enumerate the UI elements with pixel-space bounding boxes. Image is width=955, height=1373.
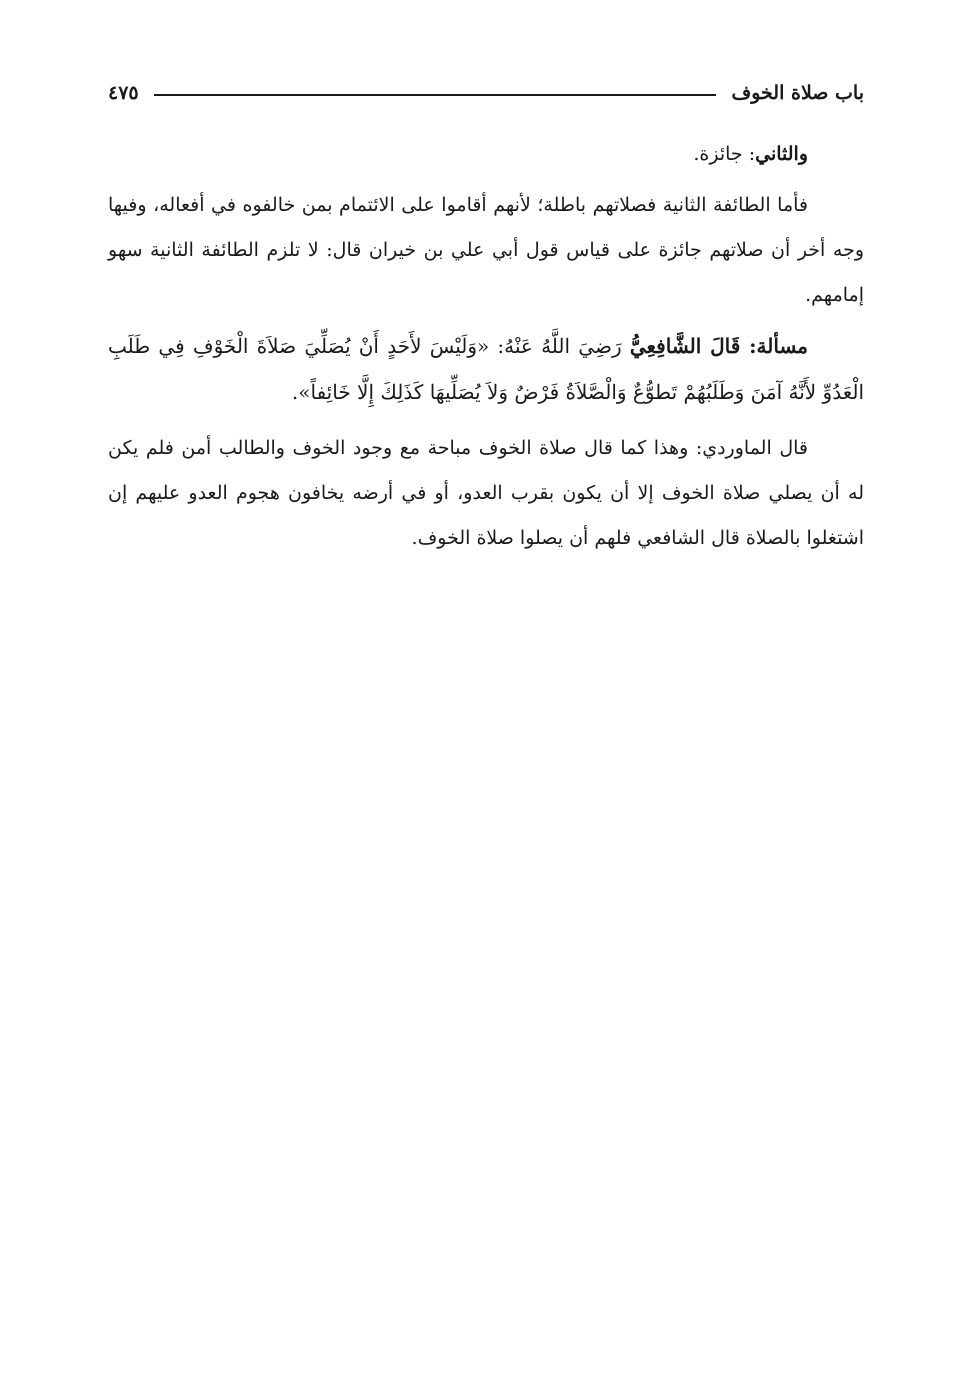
- paragraph-text: : جائزة.: [693, 143, 756, 165]
- paragraph-text: فأما الطائفة الثانية فصلاتهم باطلة؛ لأنهم أقاموا على الائتمام بمن خالفوه في أفعاله، وفيها وجه أخر أن صلاتهم جائزة على قياس قول أبي علي بن خيران قال: لا تلزم الطائفة الثانية سهو إمامهم.: [108, 194, 864, 306]
- paragraph-lead: والثاني: [755, 143, 808, 165]
- body-text: [108, 132, 864, 561]
- paragraph-second-group: [108, 183, 864, 318]
- shafii-quote: رَضِيَ اللَّهُ عَنْهُ: «وَلَيْسَ لأَحَدٍ أَنْ يُصَلِّيَ صَلاَةَ الْخَوْفِ فِي طَلَبِ الْعَدُوِّ لأَنَّهُ آمَنَ وَطَلَبُهُمْ تَطوُّعٌ وَالْصَّلاَةُ فَرْضٌ وَلاَ يُصَلِّيهَا كَذَلِكَ إِلَّا خَائِفاً».: [108, 334, 864, 404]
- paragraph-text: قال الماوردي: وهذا كما قال صلاة الخوف مباحة مع وجود الخوف والطالب أمن فلم يكن له أن يصلي صلاة الخوف إلا أن يكون بقرب العدو، أو في أرضه يخافون هجوم العدو عليهم إن اشتغلوا بالصلاة قال الشافعي فلهم أن يصلوا صلاة الخوف.: [108, 437, 864, 549]
- paragraph-mawardi: [108, 426, 864, 561]
- paragraph-masala: [108, 324, 864, 416]
- masala-lead: مسألة: قَالَ الشَّافِعِيُّ: [629, 334, 808, 358]
- running-header: [108, 80, 864, 114]
- header-rule: [154, 94, 716, 96]
- chapter-title: باب صلاة الخوف: [731, 82, 864, 104]
- page-number: ٤٧٥: [108, 82, 139, 104]
- paragraph-second-opinion: [108, 132, 864, 177]
